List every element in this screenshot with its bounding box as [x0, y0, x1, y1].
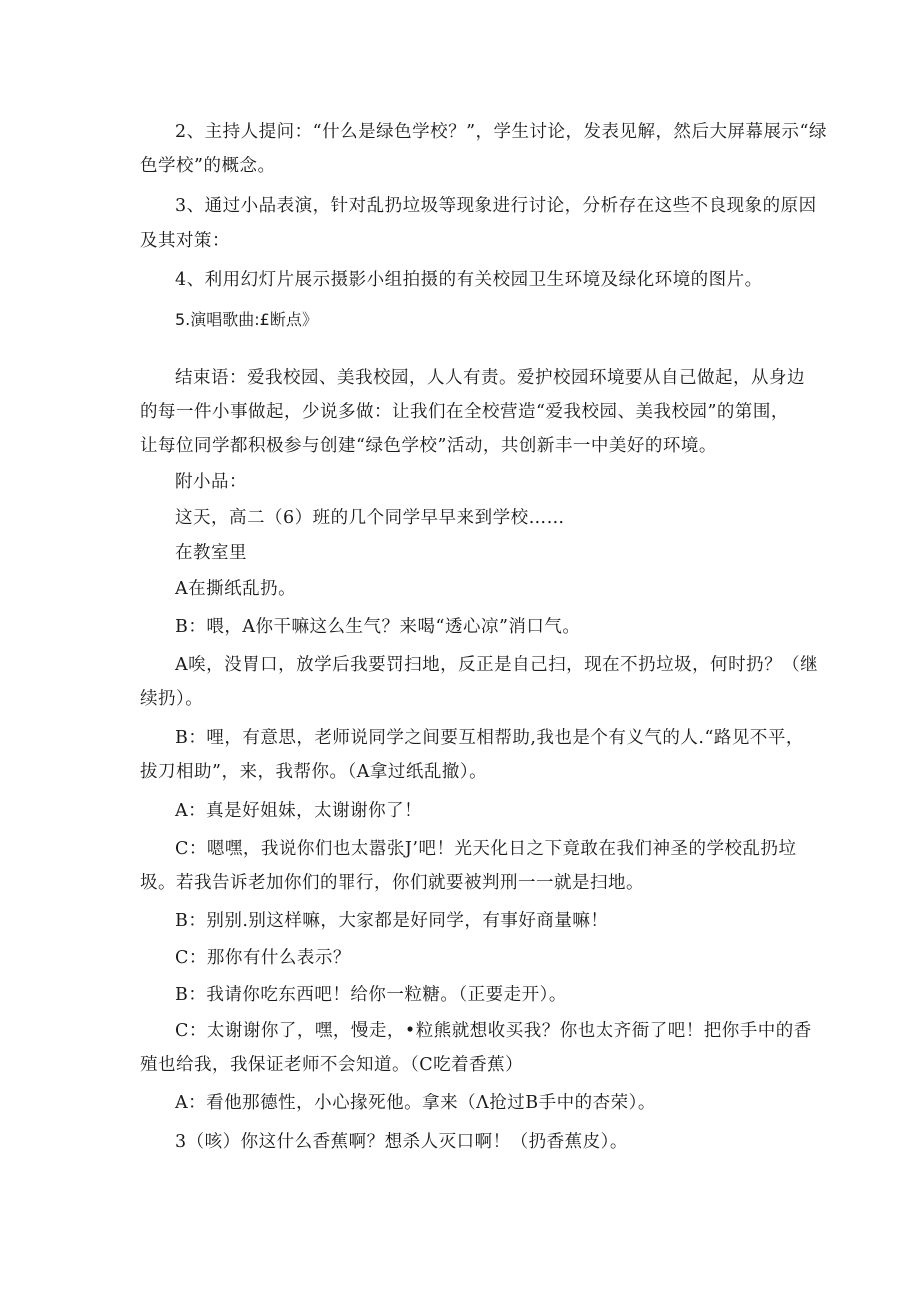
text-line: C：太谢谢你了，嘿，慢走，•粒熊就想收买我？你也太齐衙了吧！把你手中的香: [175, 1021, 812, 1041]
text-line: A唉，没胃口，放学后我要罚扫地，反正是自己扫，现在不扔垃圾，何时扔？（继: [175, 655, 819, 675]
text-line: 2、主持人提问：“什么是绿色学校？”，学生讨论，发表见解，然后大屏幕展示“绿: [175, 122, 827, 142]
text-line: 拔刀相助”，来，我帮你。（A拿过纸乱撤）。: [140, 762, 488, 782]
text-line: B：别别.别这样嘛，大家都是好同学，有事好商量嘛！: [175, 911, 609, 931]
text-line: 4、利用幻灯片展示摄影小组拍摄的有关校园卫生环境及绿化环境的图片。: [175, 270, 763, 290]
text-line: 附小品：: [175, 472, 247, 492]
text-line: 殖也给我，我保证老师不会知道。（C吃着香蕉）: [140, 1055, 524, 1075]
text-line: 3、通过小品表演，针对乱扔垃圾等现象进行讨论，分析存在这些不良现象的原因: [175, 196, 817, 216]
text-line: 让每位同学都积极参与创建“绿色学校”活动，共创新丰一中美好的环境。: [140, 436, 717, 456]
text-line: 5.演唱歌曲:£断点》: [175, 310, 318, 329]
text-line: A在撕纸乱扔。: [175, 579, 297, 599]
text-line: C：嗯嘿，我说你们也太嚣张J’吧！光天化日之下竟敢在我们神圣的学校乱扔垃: [175, 839, 797, 859]
text-line: 3（咳）你这什么香蕉啊？想杀人灭口啊！（扔香蕉皮）。: [175, 1132, 628, 1152]
text-line: A：看他那德性，小心掾死他。拿来（Λ抢过B手中的杏荣）。: [175, 1093, 656, 1113]
text-line: 结束语：爱我校园、美我校园，人人有责。爱护校园环境要从自己做起，从身边: [175, 368, 805, 388]
text-line: 圾。若我告诉老加你们的罪行，你们就要被判刑一一就是扫地。: [140, 873, 644, 893]
text-line: 及其对策：: [140, 231, 230, 251]
text-line: C：那你有什么表示？: [175, 948, 351, 968]
text-line: 在教室里: [175, 543, 247, 563]
text-line: B：我请你吃东西吧！给你一粒糖。（正要走开）。: [175, 985, 567, 1005]
text-line: B：哩，有意思，老师说同学之间要互相帮助,我也是个有义气的人.“路见不平，: [175, 728, 804, 748]
text-line: B：喂，A你干嘛这么生气？来喝“透心凉”消口气。: [175, 617, 581, 637]
text-line: 续扔）。: [140, 689, 204, 709]
text-line: 色学校”的概念。: [140, 156, 276, 176]
text-line: 这天，高二（6）班的几个同学早早来到学校……: [175, 508, 565, 528]
text-line: 的每一件小事做起，少说多做：让我们在全校营造“爱我校园、美我校园”的第围，: [140, 402, 789, 422]
text-line: A：真是好姐妹，太谢谢你了！: [175, 801, 423, 821]
